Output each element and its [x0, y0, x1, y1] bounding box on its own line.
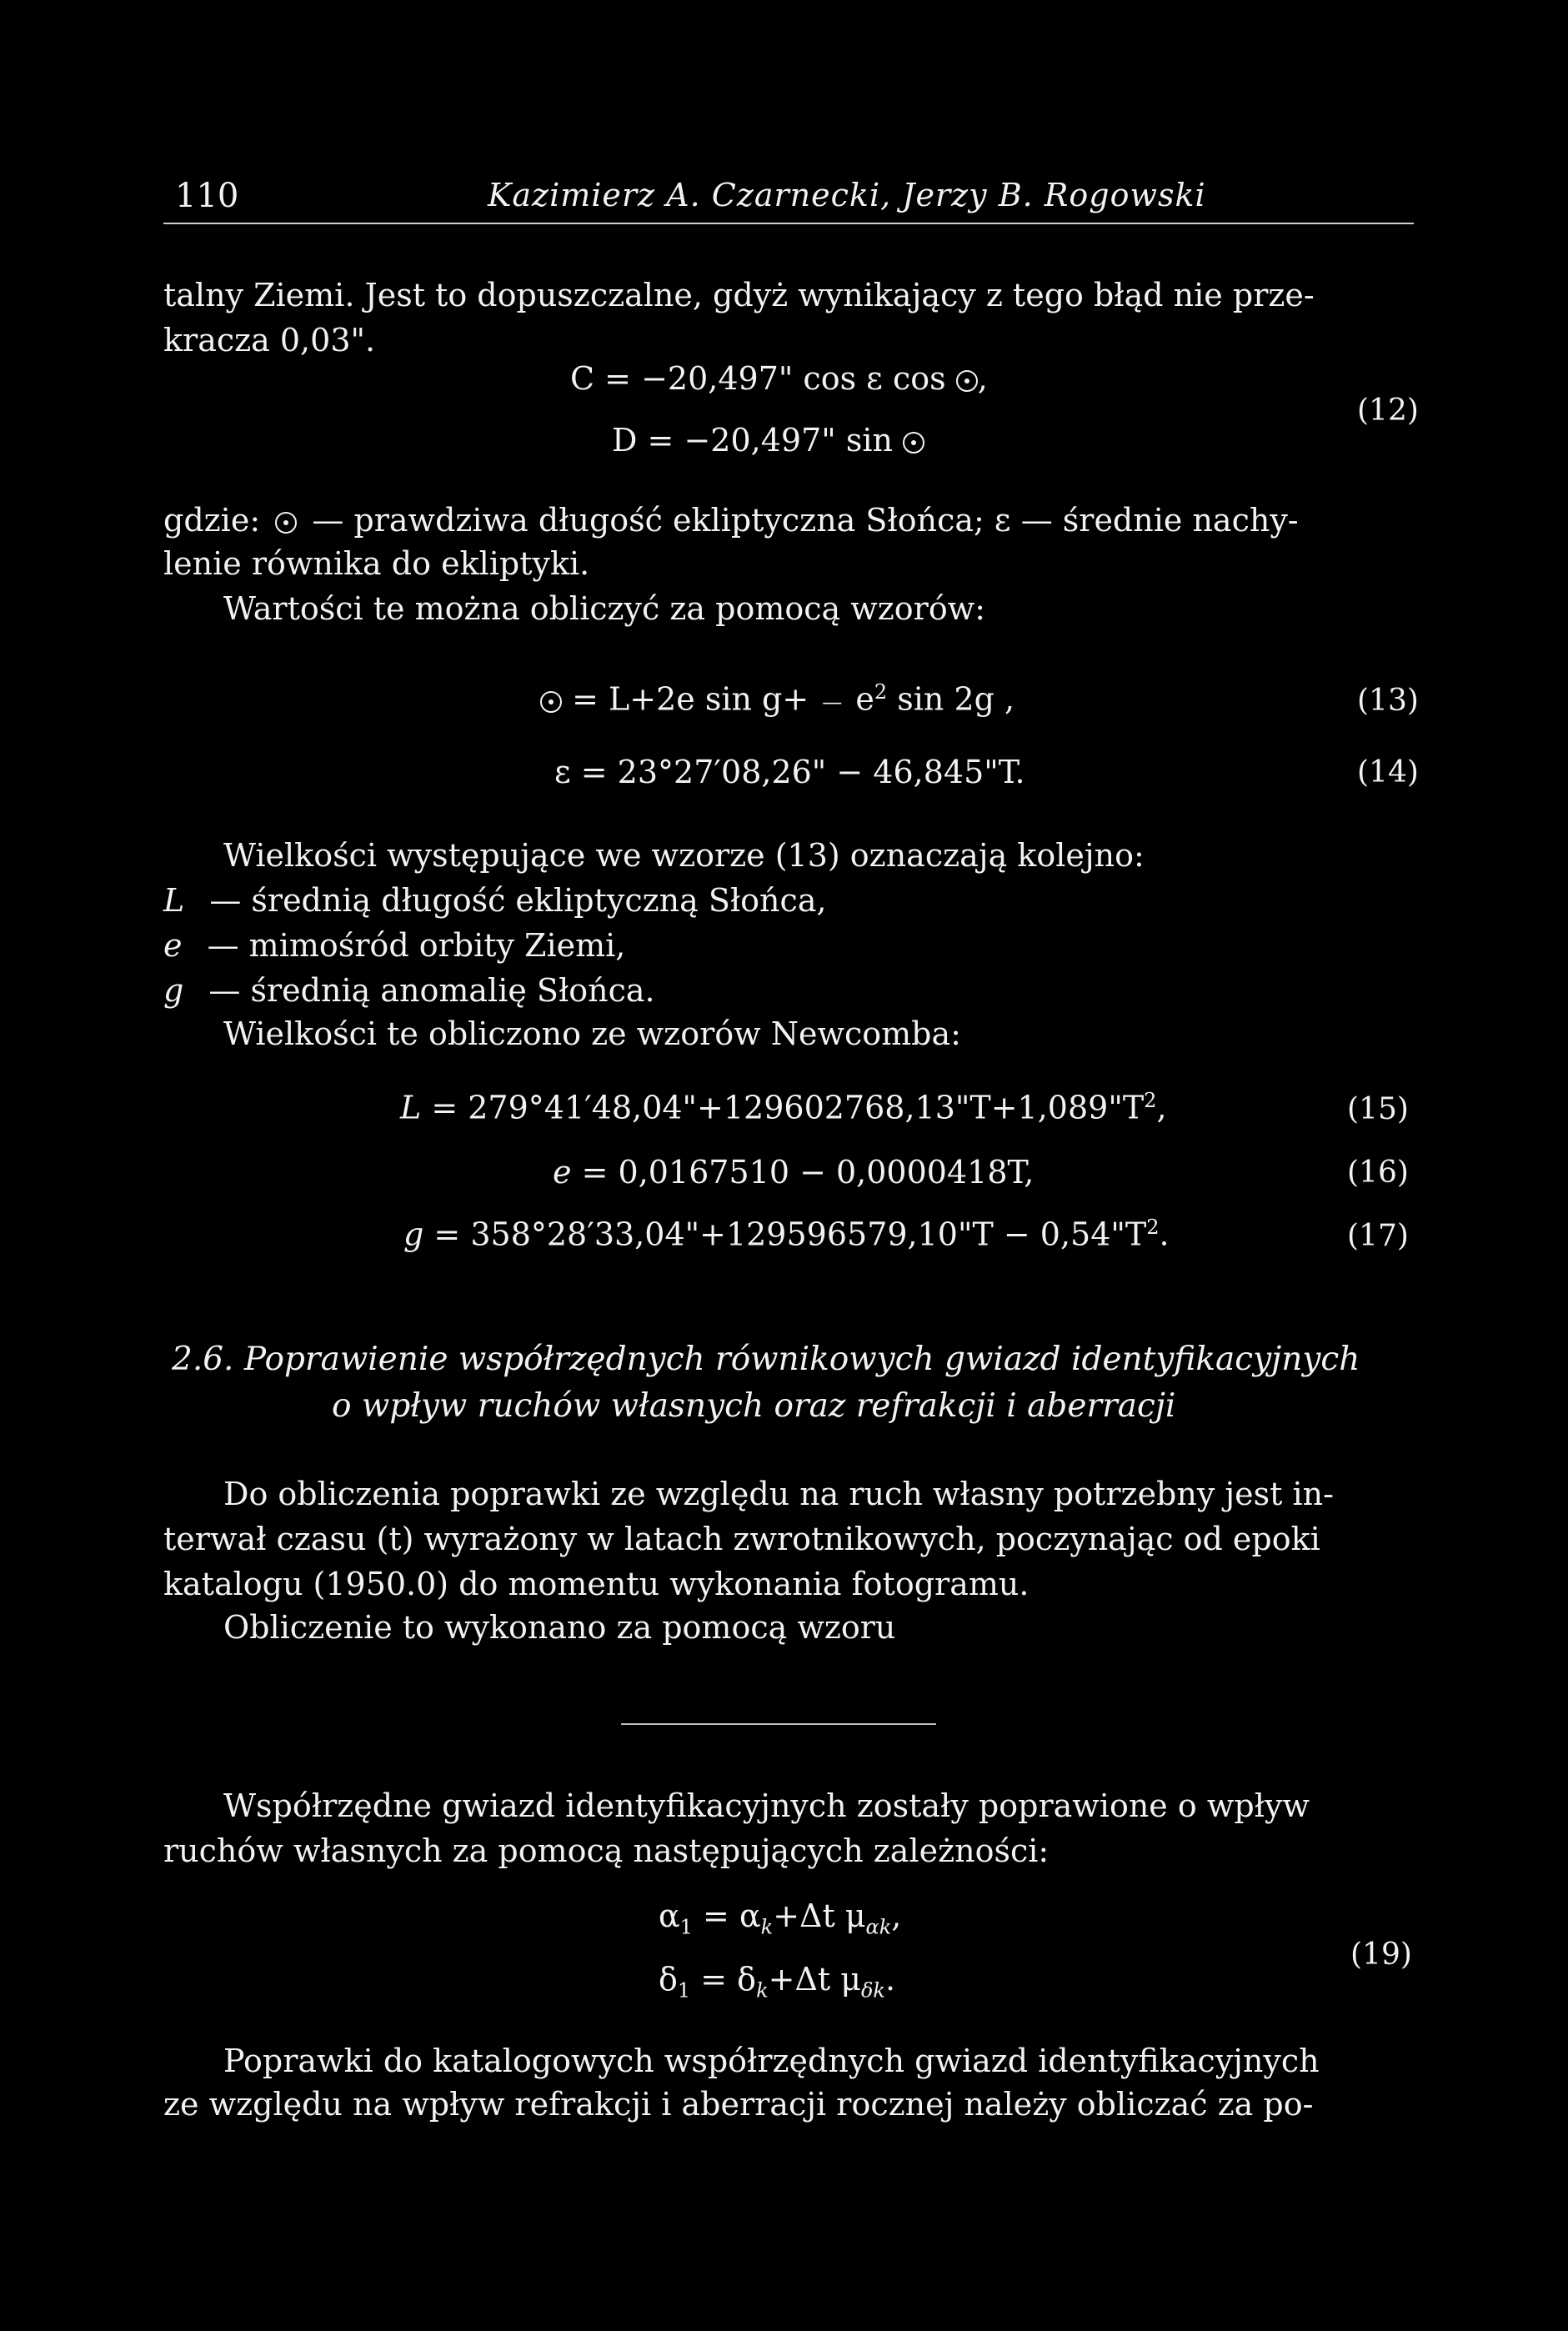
equation-19-delta-rhs: = δ — [700, 1961, 757, 1998]
para2-line-3: katalogu (1950.0) do momentu wykonania fotogramu. — [163, 1566, 1029, 1602]
para2-line-1: Do obliczenia poprawki ze względu na ruch własny potrzebny jest in- — [223, 1476, 1334, 1512]
equation-12-c — [570, 360, 988, 397]
def-e — [163, 922, 625, 969]
sun-symbol-icon — [956, 370, 978, 392]
equation-19-delta-k: k — [756, 1978, 769, 2003]
equation-16 — [553, 1154, 1034, 1191]
section-title-line-2: o wpływ ruchów własnych oraz refrakcji i aberracji — [332, 1387, 1176, 1425]
equation-19-delta-mu-sub: δk — [860, 1978, 885, 2003]
equation-19-delta-mid: +Δt μ — [768, 1961, 861, 1998]
sun-symbol-icon — [275, 512, 297, 534]
equation-17 — [403, 1216, 1170, 1253]
def-L-symbol: L — [163, 882, 185, 919]
sun-symbol-icon — [540, 691, 562, 713]
gdzie-line-1-text: — prawdziwa długość ekliptyczna Słońca; ε — średnie nachy- — [312, 502, 1299, 539]
equation-13 — [540, 680, 1014, 718]
equation-13-e: e — [855, 680, 874, 718]
equation-13-exp: 2 — [874, 680, 888, 704]
gdzie-line-1 — [163, 497, 1299, 544]
equation-12-d — [612, 422, 924, 459]
equation-12-number: (12) — [1357, 394, 1419, 428]
def-g-symbol: g — [163, 972, 184, 1009]
def-L — [163, 877, 827, 924]
running-header-authors: Kazimierz A. Czarnecki, Jerzy B. Rogowski — [488, 177, 1206, 213]
intro-line-1: talny Ziemi. Jest to dopuszczalne, gdyż wynikający z tego błąd nie prze- — [163, 277, 1315, 313]
para3-line-1: Współrzędne gwiazd identyfikacyjnych zostały poprawione o wpływ — [223, 1787, 1310, 1824]
def-e-symbol: e — [163, 927, 183, 964]
equation-15-exp: 2 — [1144, 1089, 1157, 1112]
equation-19-alpha-mid: +Δt μ — [773, 1897, 866, 1934]
para3-line-2: ruchów własnych za pomocą następujących zależności: — [163, 1832, 1050, 1869]
equation-17-lhs: g — [403, 1216, 424, 1253]
sun-symbol-icon — [903, 432, 924, 454]
def-g — [163, 967, 655, 1014]
equation-19-alpha-mu-sub: αk — [865, 1915, 892, 1939]
para4-line-1: Poprawki do katalogowych współrzędnych gwiazd identyfikacyjnych — [223, 2043, 1320, 2079]
equation-13-fraction: — — [822, 690, 843, 714]
equation-15-lhs: L — [400, 1089, 422, 1126]
equation-14-number: (14) — [1357, 755, 1419, 790]
equation-19-alpha-sub: 1 — [679, 1915, 693, 1939]
page-number: 110 — [175, 177, 239, 215]
equation-19-alpha-rhs: = α — [703, 1897, 761, 1934]
equation-19-delta-tail: . — [884, 1961, 896, 1998]
intro-line-2: kracza 0,03". — [163, 322, 376, 358]
defs-intro: Wielkości występujące we wzorze (13) oznaczają kolejno: — [223, 837, 1145, 874]
equation-15-rhs: = 279°41′48,04"+129602768,13"T+1,089"T — [431, 1089, 1145, 1126]
equation-19-alpha-sym: α — [659, 1897, 680, 1934]
def-L-text: — średnią długość ekliptyczną Słońca, — [209, 882, 827, 919]
equation-16-number: (16) — [1347, 1155, 1409, 1190]
equation-17-exp: 2 — [1146, 1216, 1160, 1239]
equation-17-tail: . — [1159, 1216, 1170, 1253]
equation-16-rhs: = 0,0167510 − 0,0000418T, — [581, 1154, 1034, 1191]
equation-15 — [400, 1089, 1167, 1126]
gdzie-line-3: Wartości te można obliczyć za pomocą wzorów: — [223, 590, 986, 627]
equation-19-alpha — [659, 1897, 901, 1939]
gdzie-line-2: lenie równika do ekliptyki. — [163, 545, 590, 582]
gdzie-label: gdzie: — [163, 502, 261, 539]
equation-19-delta-sym: δ — [659, 1961, 678, 1998]
omission-rule — [621, 1723, 936, 1725]
para2-line-4: Obliczenie to wykonano za pomocą wzoru — [223, 1609, 896, 1646]
equation-15-number: (15) — [1347, 1092, 1409, 1126]
def-e-text: — mimośród orbity Ziemi, — [207, 927, 626, 964]
equation-17-number: (17) — [1347, 1219, 1409, 1253]
equation-19-delta — [659, 1961, 895, 2003]
header-rule — [163, 223, 1414, 224]
equation-17-rhs: = 358°28′33,04"+129596579,10"T − 0,54"T — [433, 1216, 1147, 1253]
equation-19-delta-sub: 1 — [677, 1978, 691, 2003]
equation-19-alpha-k: k — [760, 1915, 774, 1939]
defs-newcomb: Wielkości te obliczono ze wzorów Newcomba: — [223, 1015, 961, 1052]
equation-13-number: (13) — [1357, 684, 1419, 718]
para4-line-2: ze względu na wpływ refrakcji i aberracji rocznej należy obliczać za po- — [163, 2086, 1314, 2123]
equation-19-alpha-tail: , — [891, 1897, 902, 1934]
equation-19-number: (19) — [1350, 1937, 1412, 1972]
def-g-text: — średnią anomalię Słońca. — [208, 972, 655, 1009]
equation-12-c-tail: , — [977, 360, 988, 397]
equation-12-d-text: D = −20,497" sin — [612, 422, 893, 459]
equation-13-rhs: sin 2g , — [897, 680, 1015, 718]
section-title-line-1: 2.6. Poprawienie współrzędnych równikowych gwiazd identyfikacyjnych — [172, 1341, 1360, 1378]
equation-14: ε = 23°27′08,26" − 46,845"T. — [554, 754, 1025, 790]
equation-13-lhs: = L+2e sin g+ — [572, 680, 809, 718]
equation-16-lhs: e — [553, 1154, 572, 1191]
para2-line-2: terwał czasu (t) wyrażony w latach zwrotnikowych, poczynając od epoki — [163, 1521, 1320, 1557]
equation-12-c-text: C = −20,497" cos ε cos — [570, 360, 946, 397]
equation-15-tail: , — [1156, 1089, 1167, 1126]
